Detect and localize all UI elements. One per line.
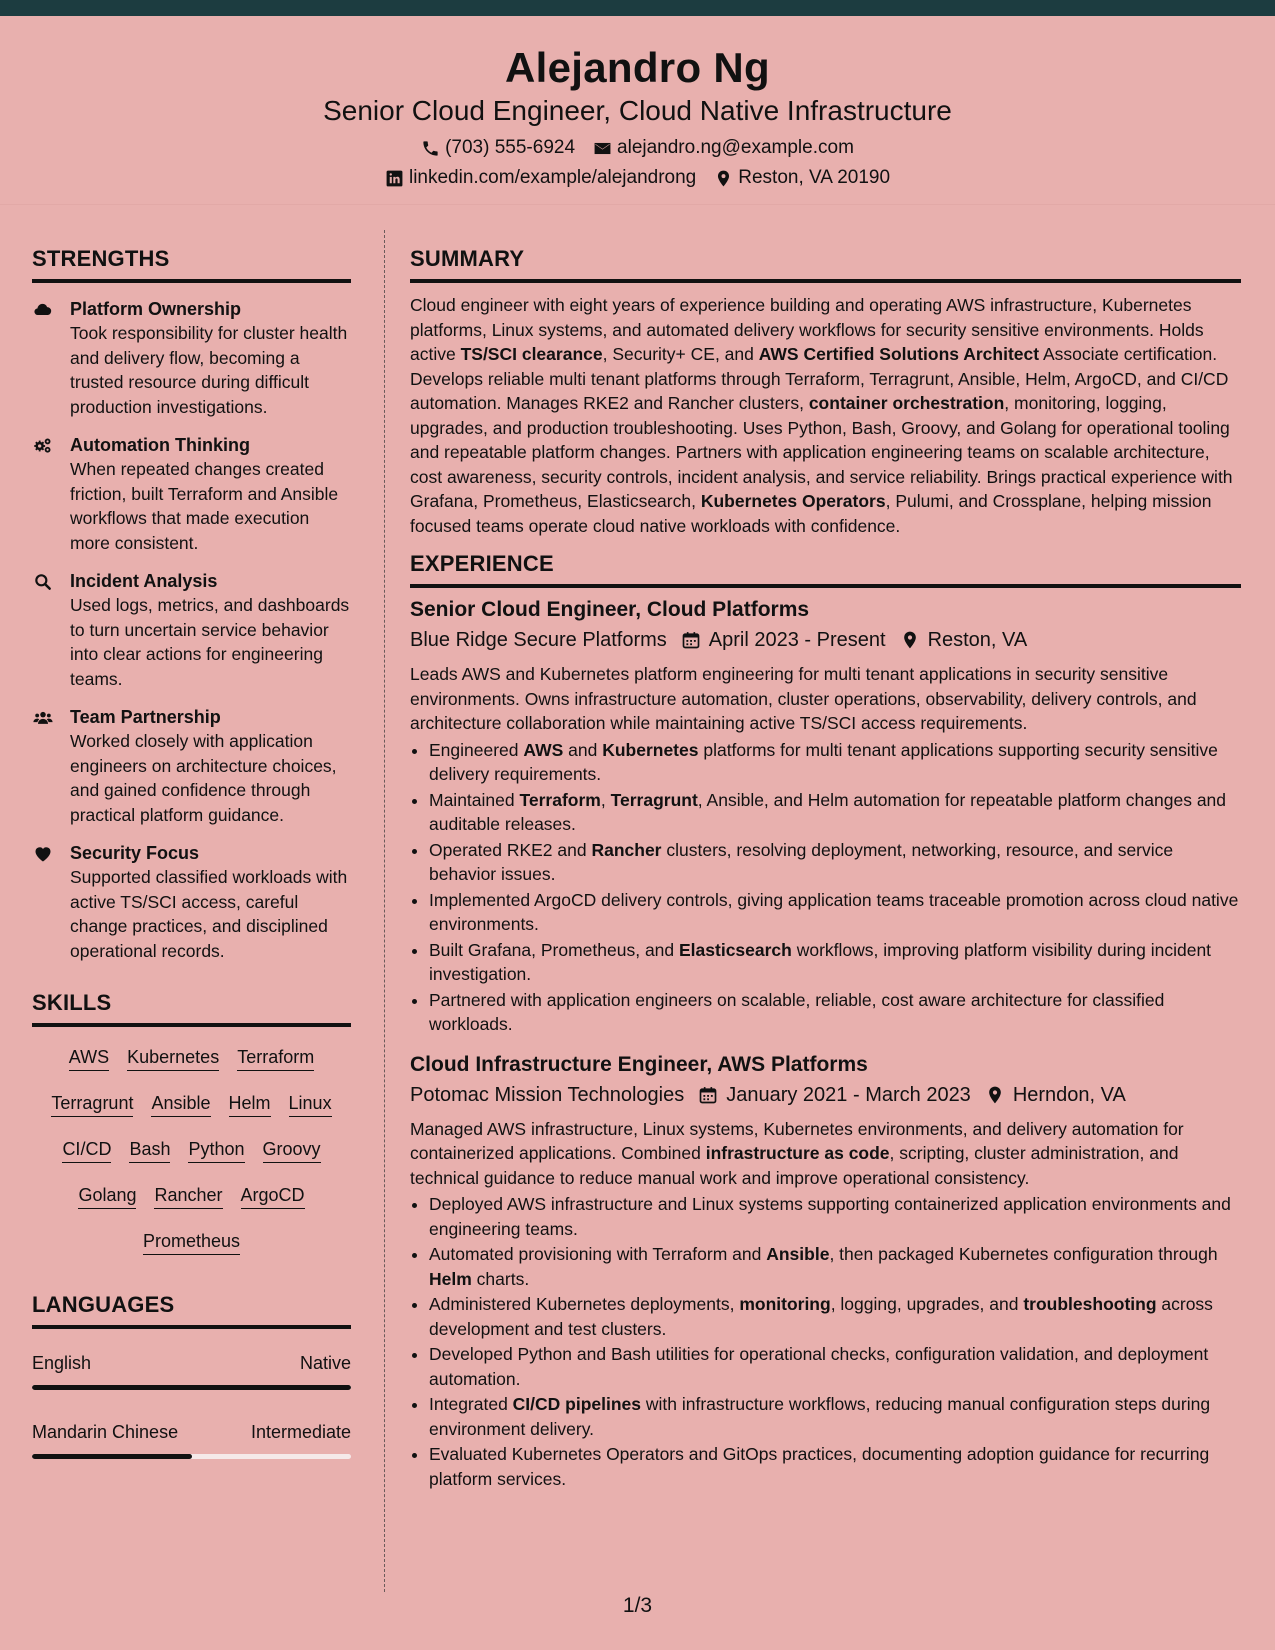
skills-list (32, 1041, 351, 1271)
linkedin-icon (385, 169, 404, 188)
skills-heading: SKILLS (32, 989, 351, 1027)
strength-title: Security Focus (70, 843, 200, 863)
resume-header (0, 16, 1275, 205)
skill-tag: ArgoCD (241, 1183, 305, 1209)
job-bullet: • Evaluated Kubernetes Operators and GitOps practices, documenting adoption guidance for recurring platform services. (429, 1442, 1241, 1491)
job-entry (410, 1051, 1241, 1492)
job-bullet: • Developed Python and Bash utilities for operational checks, configuration validation, and deployment automation. (429, 1342, 1241, 1391)
job-bullet: • Engineered AWS and Kubernetes platforms for multi tenant applications supporting security sensitive delivery requirements. (429, 738, 1241, 787)
summary-text: Cloud engineer with eight years of experience building and operating AWS infrastructure, Kubernetes platforms, Linux systems, and automated delivery workflows for security sensitive environments. Holds active TS/SCI clearance, Security+ CE, and AWS Certified Solutions Architect Associate certification. Develops reliable multi tenant platforms through Terraform, Terragrunt, Ansible, Helm, ArgoCD, and CI/CD automation. Manages RKE2 and Rancher clusters, container orchestration, monitoring, logging, upgrades, and production troubleshooting. Uses Python, Bash, Groovy, and Golang for operational tooling and repeatable platform changes. Partners with application engineering teams on scalable architecture, cost awareness, security controls, incident analysis, and service reliability. Brings practical experience with Grafana, Prometheus, Elasticsearch, Kubernetes Operators, Pulumi, and Crossplane, helping mission focused teams operate cloud native workloads with confidence. (410, 295, 1233, 536)
strength-title: Incident Analysis (70, 571, 218, 591)
search-icon (32, 572, 54, 592)
experience-heading: EXPERIENCE (410, 550, 1241, 588)
job-bullet: • Integrated CI/CD pipelines with infrastructure workflows, reducing manual configuration steps during environment delivery. (429, 1392, 1241, 1441)
skill-tag: CI/CD (62, 1137, 111, 1163)
strength-desc: When repeated changes created friction, built Terraform and Ansible workflows that made execution more consistent. (70, 459, 339, 553)
strength-item (32, 569, 351, 691)
strength-desc: Supported classified workloads with active TS/SCI access, careful change practices, and disciplined operational records. (70, 867, 348, 961)
skill-tag: Ansible (151, 1091, 210, 1117)
job-bullet: • Partnered with application engineers on scalable, reliable, cost aware architecture for classified workloads. (429, 988, 1241, 1037)
job-location: Reston, VA (927, 629, 1028, 651)
job-location: Herndon, VA (1012, 1083, 1126, 1106)
strength-item (32, 433, 351, 555)
strengths-heading: STRENGTHS (32, 245, 351, 283)
linkedin-item[interactable] (385, 164, 696, 192)
language-bar-fill (32, 1385, 351, 1390)
map-pin-icon (985, 1085, 1005, 1105)
languages-heading: LANGUAGES (32, 1291, 351, 1329)
job-bullet: • Implemented ArgoCD delivery controls, giving application teams traceable promotion across cloud native environments. (429, 888, 1241, 937)
job-bullet: • Built Grafana, Prometheus, and Elasticsearch workflows, improving platform visibility during incident investigation. (429, 938, 1241, 987)
strength-desc: Used logs, metrics, and dashboards to turn uncertain service behavior into clear actions for engineering teams. (70, 595, 350, 689)
phone-icon (421, 139, 440, 158)
contact-row-1 (0, 134, 1275, 162)
skill-tag: Bash (129, 1137, 170, 1163)
summary-heading: SUMMARY (410, 245, 1241, 283)
job-bullet: • Maintained Terraform, Terragrunt, Ansible, and Helm automation for repeatable platform changes and auditable releases. (429, 788, 1241, 837)
skill-tag: Rancher (154, 1183, 222, 1209)
location-text: Reston, VA 20190 (738, 167, 891, 188)
linkedin-text[interactable]: linkedin.com/example/alejandrong (408, 167, 697, 188)
cloud-icon (32, 300, 54, 320)
job-company: Potomac Mission Technologies (410, 1083, 685, 1106)
language-bar-fill (32, 1454, 192, 1459)
candidate-name: Alejandro Ng (505, 44, 770, 91)
job-title: Senior Cloud Engineer, Cloud Platforms (410, 598, 810, 621)
users-icon (32, 708, 54, 728)
job-title: Cloud Infrastructure Engineer, AWS Platforms (410, 1052, 868, 1076)
map-pin-icon (900, 630, 920, 650)
gears-icon (32, 436, 54, 456)
calendar-icon (681, 630, 701, 650)
strength-desc: Worked closely with application engineers on architecture choices, and gained confidence through practical platform guidance. (70, 731, 337, 825)
job-bullet: • Deployed AWS infrastructure and Linux systems supporting containerized application environments and engineering teams. (429, 1192, 1241, 1241)
top-accent-bar (0, 0, 1275, 16)
job-bullets (410, 1192, 1241, 1491)
job-description: Leads AWS and Kubernetes platform engineering for multi tenant applications in security sensitive environments. Owns infrastructure automation, cluster operations, observability, delivery controls, and architecture collaboration while maintaining active TS/SCI access requirements. (410, 664, 1197, 733)
candidate-title: Senior Cloud Engineer, Cloud Native Infrastructure (323, 95, 952, 126)
languages-list (32, 1351, 351, 1459)
job-bullet: • Automated provisioning with Terraform and Ansible, then packaged Kubernetes configuration through Helm charts. (429, 1242, 1241, 1291)
strength-title: Automation Thinking (70, 435, 250, 455)
skill-tag: Terraform (237, 1045, 314, 1071)
email-text[interactable]: alejandro.ng@example.com (617, 137, 854, 158)
skill-tag: Linux (289, 1091, 332, 1117)
language-bar (32, 1385, 351, 1390)
contact-row-2 (0, 164, 1275, 192)
skill-tag: Groovy (263, 1137, 321, 1163)
experience-list (410, 596, 1241, 1491)
language-level: Intermediate (250, 1422, 351, 1442)
skill-tag: AWS (69, 1045, 109, 1071)
skill-tag: Golang (78, 1183, 136, 1209)
strength-item (32, 297, 351, 419)
location-item (714, 164, 890, 192)
phone-text: (703) 555-6924 (445, 137, 576, 158)
language-level: Native (299, 1353, 351, 1373)
skill-tag: Terragrunt (51, 1091, 133, 1117)
left-column (32, 245, 351, 1459)
phone-item (421, 134, 575, 162)
language-name: Mandarin Chinese (32, 1422, 179, 1442)
job-meta (410, 1081, 1241, 1109)
strength-desc: Took responsibility for cluster health and delivery flow, becoming a trusted resource during difficult production investigations. (70, 323, 348, 417)
job-description: Managed AWS infrastructure, Linux systems, Kubernetes environments, and delivery automation for containerized applications. Combined infrastructure as code, scripting, cluster administration, and technical guidance to reduce manual work and improve operational consistency. (410, 1118, 1184, 1188)
language-name: English (32, 1353, 92, 1373)
job-dates: January 2021 - March 2023 (726, 1083, 971, 1106)
strength-title: Platform Ownership (70, 299, 242, 319)
skill-tag: Python (188, 1137, 244, 1163)
calendar-icon (698, 1085, 718, 1105)
envelope-icon (593, 139, 612, 158)
column-divider (384, 230, 385, 1592)
map-pin-icon (714, 169, 733, 188)
job-company: Blue Ridge Secure Platforms (410, 629, 667, 651)
skill-tag: Kubernetes (127, 1045, 219, 1071)
email-item[interactable] (593, 134, 854, 162)
language-item (32, 1351, 351, 1390)
strength-item (32, 841, 351, 963)
job-bullet: • Administered Kubernetes deployments, monitoring, logging, upgrades, and troubleshooting across development and test clusters. (429, 1292, 1241, 1341)
language-item (32, 1420, 351, 1459)
page-number: 1/3 (622, 1594, 653, 1617)
skill-tag: Prometheus (143, 1229, 240, 1255)
job-bullet: • Operated RKE2 and Rancher clusters, resolving deployment, networking, resource, and service behavior issues. (429, 838, 1241, 887)
strength-title: Team Partnership (70, 707, 221, 727)
right-column (410, 245, 1241, 1492)
skill-tag: Helm (229, 1091, 271, 1117)
strength-item (32, 705, 351, 827)
job-bullets (410, 738, 1241, 1037)
job-entry (410, 596, 1241, 1037)
heart-icon (32, 844, 54, 864)
job-dates: April 2023 - Present (708, 629, 886, 651)
strengths-list (32, 297, 351, 963)
job-meta (410, 626, 1241, 654)
language-bar (32, 1454, 351, 1459)
